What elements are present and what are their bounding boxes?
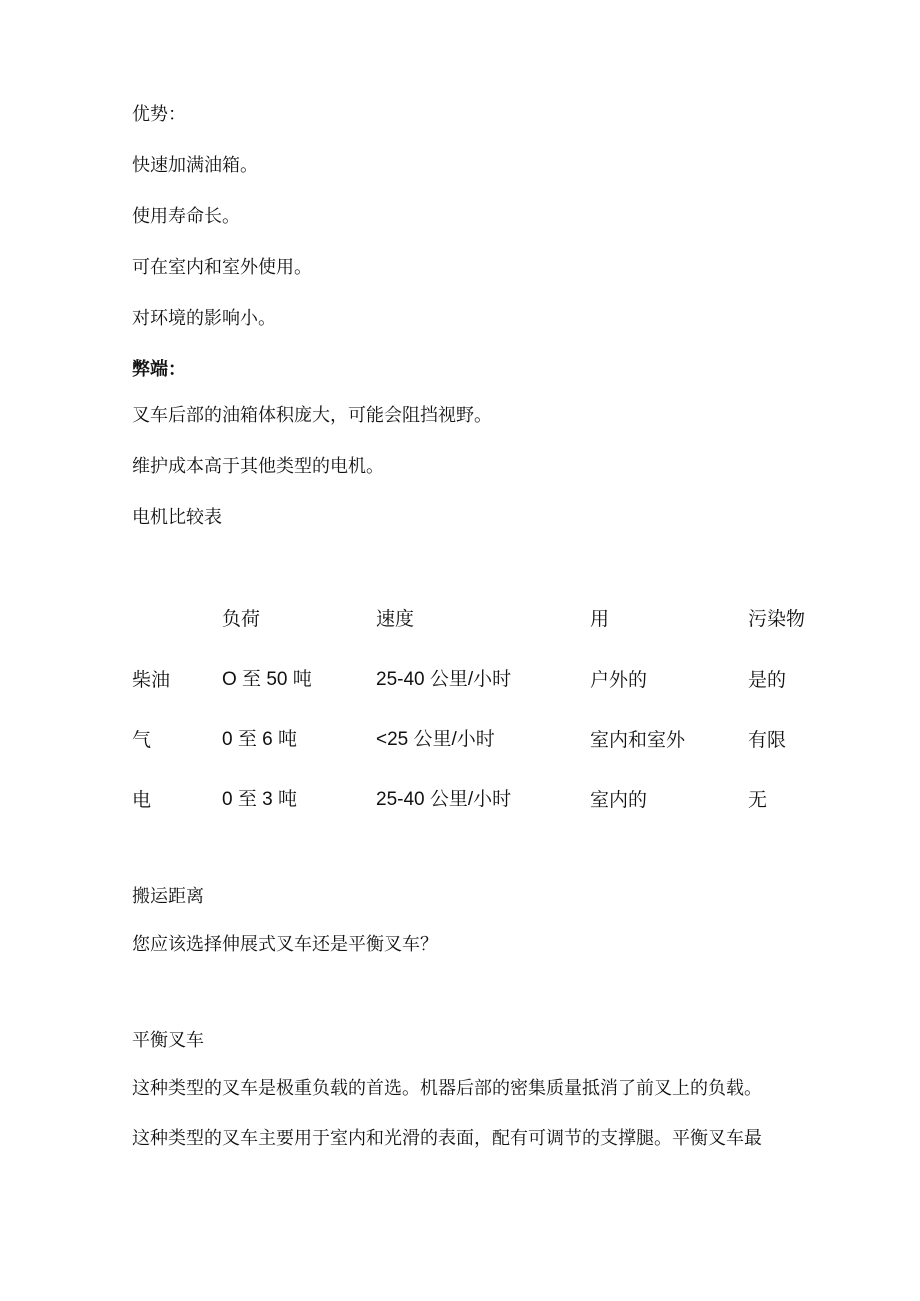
table-title: 电机比较表 xyxy=(132,507,222,528)
disadvantages-heading: 弊端： xyxy=(132,359,186,380)
table-cell-speed: 25-40 公里/小时 xyxy=(376,669,512,690)
table-header-load: 负荷 xyxy=(222,608,261,630)
advantage-item: 对环境的影响小。 xyxy=(132,308,276,329)
table-cell-pollutants: 是的 xyxy=(748,669,787,691)
advantage-item: 可在室内和室外使用。 xyxy=(132,257,312,278)
paragraph-line: 这种类型的叉车是极重负载的首选。机器后部的密集质量抵消了前叉上的负载。 xyxy=(132,1078,762,1099)
section-heading: 搬运距离 xyxy=(132,886,204,907)
table-cell-pollutants: 有限 xyxy=(748,729,787,751)
table-cell-type: 柴油 xyxy=(132,669,171,691)
table-cell-load: O 至 50 吨 xyxy=(222,669,312,690)
table-cell-pollutants: 无 xyxy=(748,789,768,811)
advantage-item: 使用寿命长。 xyxy=(132,206,240,227)
table-cell-type: 电 xyxy=(132,789,152,811)
table-cell-load: 0 至 3 吨 xyxy=(222,789,297,810)
table-header-pollutants: 污染物 xyxy=(748,608,806,630)
table-cell-use: 室内的 xyxy=(590,789,648,811)
paragraph-line: 这种类型的叉车主要用于室内和光滑的表面，配有可调节的支撑腿。平衡叉车最 xyxy=(132,1128,762,1149)
table-header-speed: 速度 xyxy=(376,608,415,630)
disadvantage-item: 维护成本高于其他类型的电机。 xyxy=(132,456,384,477)
table-cell-use: 室内和室外 xyxy=(590,729,686,751)
section-heading: 平衡叉车 xyxy=(132,1030,204,1051)
advantage-item: 快速加满油箱。 xyxy=(132,155,258,176)
table-cell-speed: 25-40 公里/小时 xyxy=(376,789,512,810)
table-cell-use: 户外的 xyxy=(590,669,648,691)
disadvantage-item: 叉车后部的油箱体积庞大，可能会阻挡视野。 xyxy=(132,405,492,426)
section-question: 您应该选择伸展式叉车还是平衡叉车？ xyxy=(132,934,438,955)
table-header-use: 用 xyxy=(590,608,610,630)
table-cell-type: 气 xyxy=(132,729,152,751)
advantages-heading: 优势： xyxy=(132,104,186,125)
table-cell-load: 0 至 6 吨 xyxy=(222,729,297,750)
table-cell-speed: <25 公里/小时 xyxy=(376,729,495,750)
